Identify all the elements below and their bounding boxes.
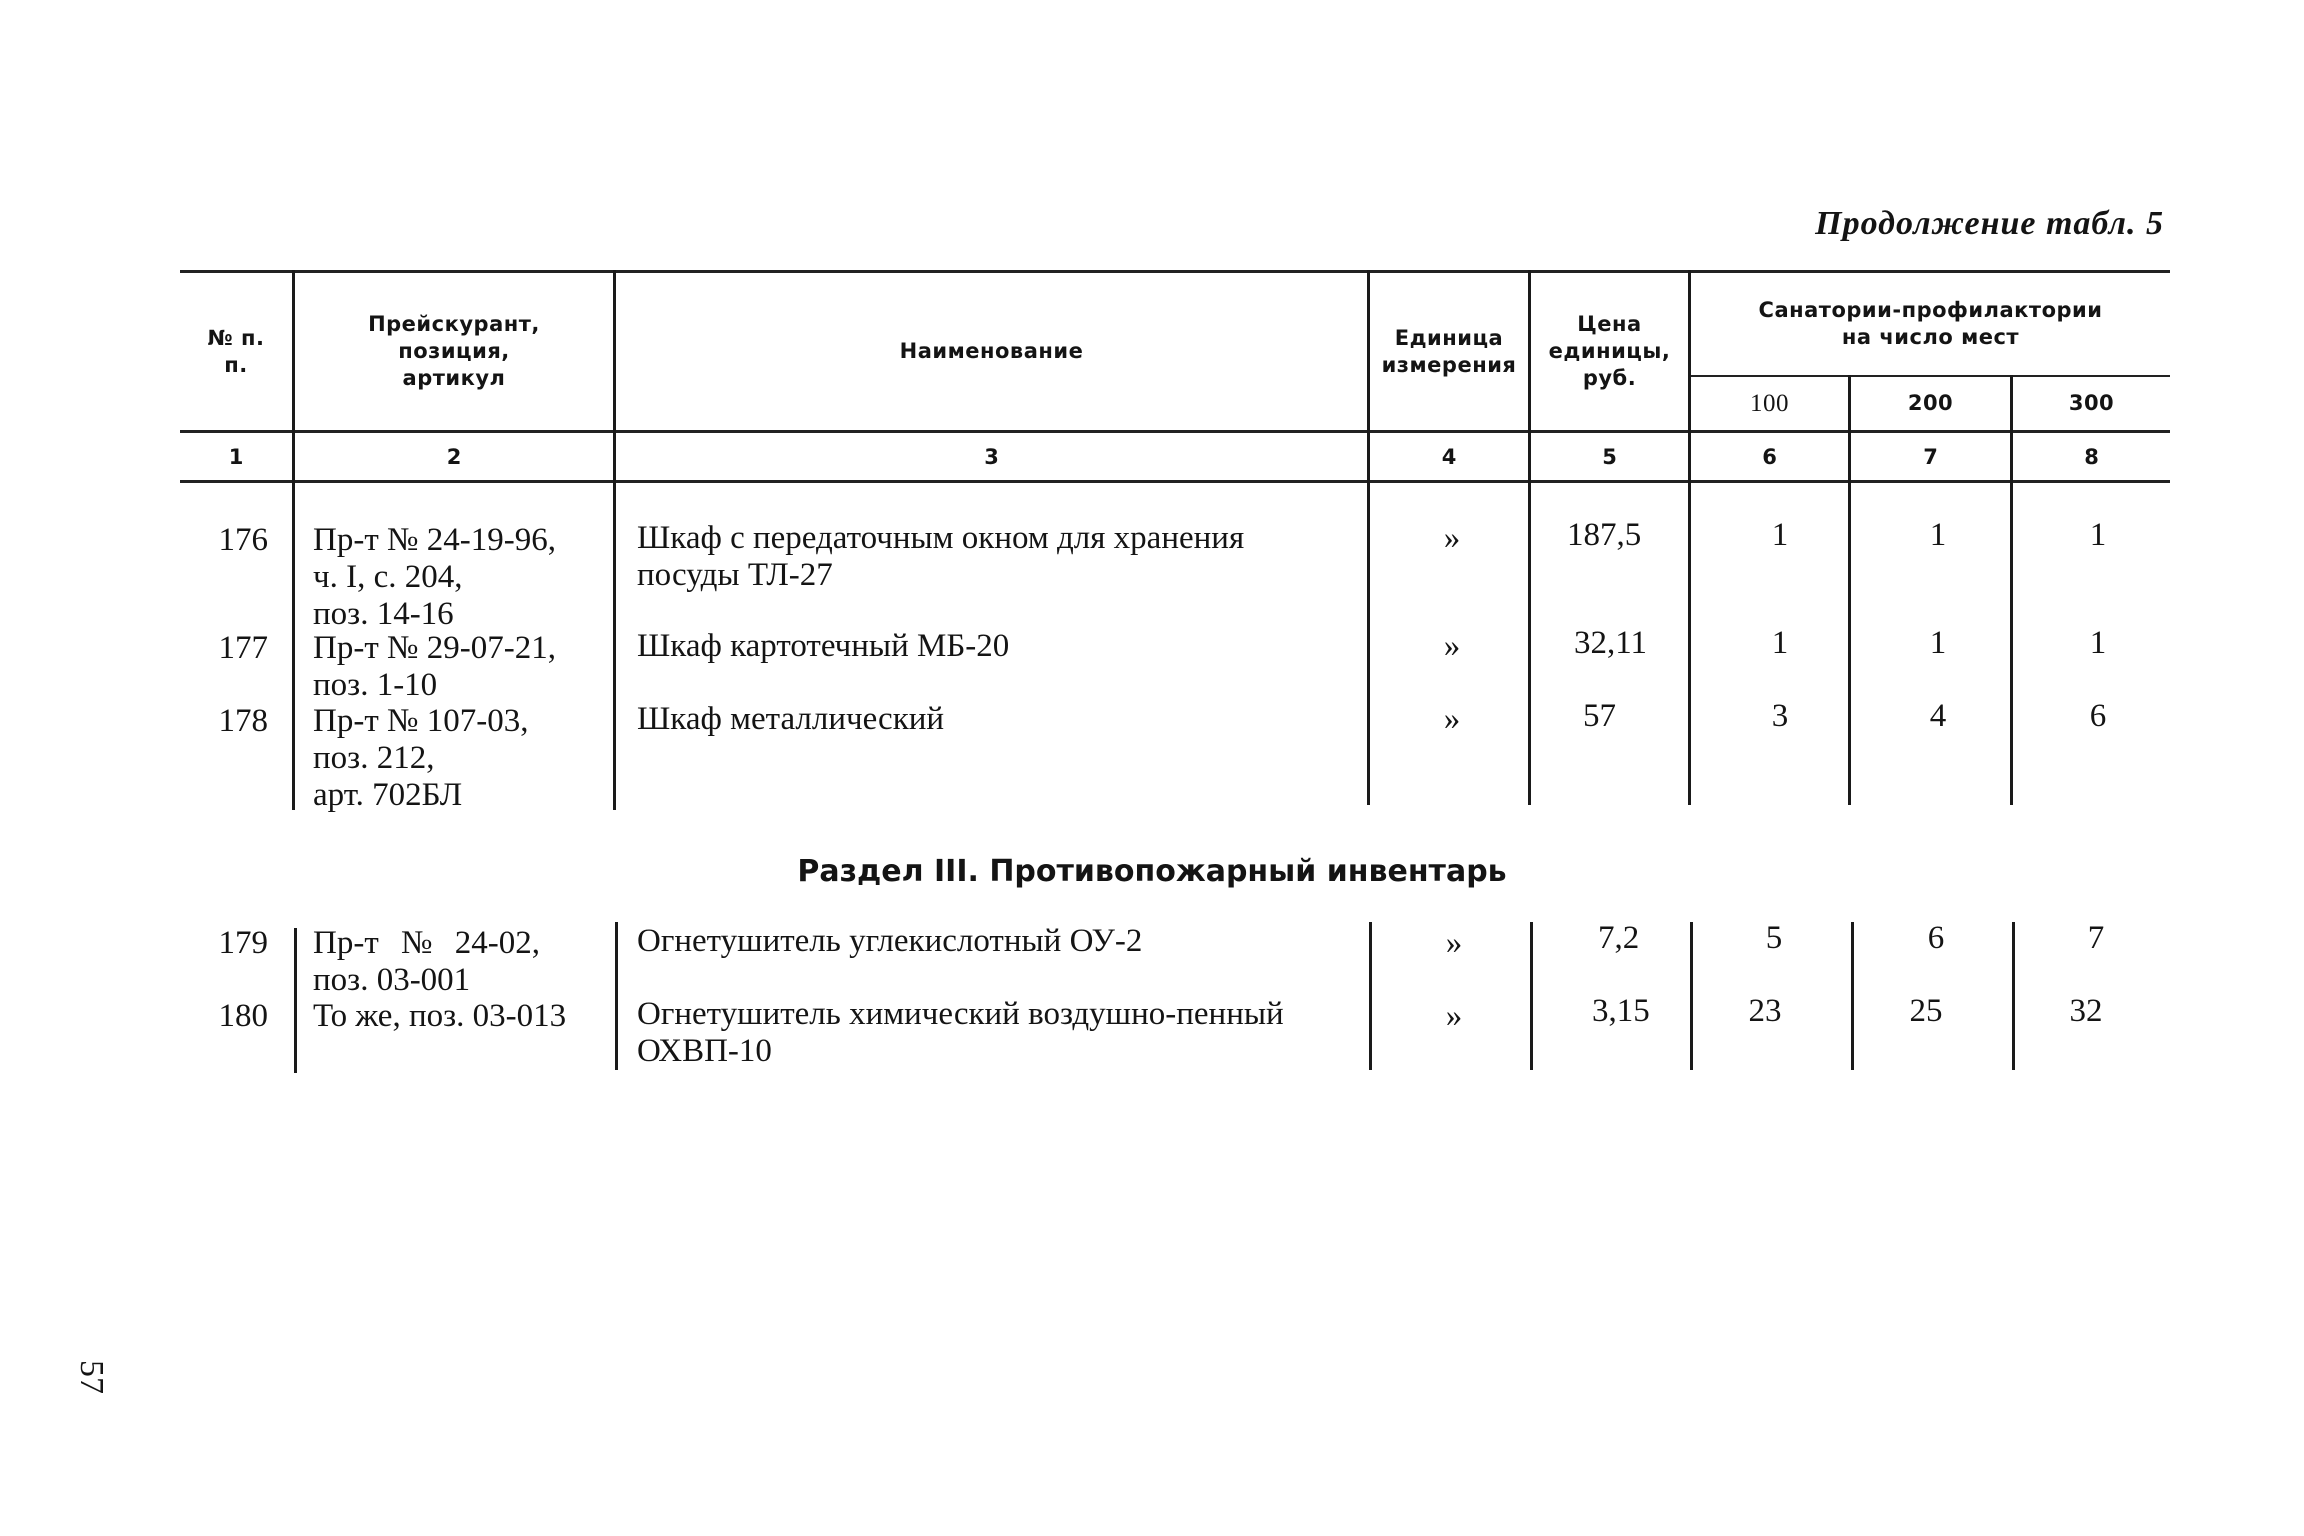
price-list-ref: Пр-т № 29-07-21, [313,630,556,666]
header-sanatoria: Санатории-профилактории на число мест [1758,298,2103,349]
qty-100: 5 [1765,920,1783,956]
item-name: ОХВП-10 [637,1033,772,1069]
body-divider [615,922,618,1070]
row-number: 177 [218,630,268,666]
item-name: Шкаф металлический [637,701,945,737]
body-divider [1528,483,1531,805]
body-divider [1851,922,1854,1070]
unit-value: » [1443,520,1461,556]
unit-value: » [1443,628,1461,664]
price-list-ref: ч. I, с. 204, [313,559,463,595]
qty-100: 1 [1771,517,1789,553]
price-list-ref: поз. 1-10 [313,667,438,703]
price-value: 32,11 [1574,625,1648,661]
item-name: посуды ТЛ-27 [637,557,833,593]
header-sub-300: 300 [2068,391,2115,415]
item-name: Огнетушитель углекислотный ОУ-2 [637,923,1143,959]
body-divider [1848,483,1851,805]
price-value: 7,2 [1598,920,1640,956]
unit-value: » [1443,701,1461,737]
row-number: 178 [218,703,268,739]
column-number: 4 [1441,444,1457,469]
body-divider [294,928,297,1073]
qty-100: 3 [1771,698,1789,734]
column-number: 5 [1602,444,1617,469]
header-no: № п. п. [207,325,265,377]
table-caption: Продолжение табл. 5 [1815,205,2164,242]
unit-value: » [1445,998,1463,1034]
header-unit: Единица измерения [1381,325,1517,377]
column-number: 6 [1762,444,1777,469]
price-list-ref: поз. 14-16 [313,596,454,632]
item-name: Огнетушитель химический воздушно-пенный [637,996,1284,1032]
body-divider [1688,483,1691,805]
column-number: 2 [446,444,462,469]
qty-200: 4 [1929,698,1947,734]
body-divider [1690,922,1693,1070]
header-sub-100: 100 [1750,390,1789,417]
section-title: Раздел III. Противопожарный инвентарь [797,854,1507,889]
header-sub-200: 200 [1907,391,1954,415]
price-value: 3,15 [1592,993,1650,1029]
header-name: Наименование [899,339,1084,363]
body-divider [292,483,295,810]
row-number: 176 [218,522,268,558]
qty-300: 32 [2069,993,2103,1029]
qty-200: 6 [1927,920,1945,956]
qty-100: 23 [1748,993,1782,1029]
price-value: 187,5 [1567,517,1642,553]
qty-300: 6 [2089,698,2107,734]
qty-200: 1 [1929,625,1947,661]
column-number: 3 [984,444,999,469]
page-number: 57 [73,1360,110,1394]
header-price: Цена единицы, руб. [1548,312,1671,390]
qty-200: 1 [1929,517,1947,553]
qty-300: 1 [2089,625,2107,661]
body-divider [2010,483,2013,805]
price-list-ref: поз. 212, [313,740,435,776]
qty-300: 1 [2089,517,2107,553]
price-list-ref: Пр-т № 24-02, [313,925,540,961]
column-number: 7 [1923,444,1938,469]
price-list-ref: поз. 03-001 [313,962,471,998]
qty-100: 1 [1771,625,1789,661]
price-list-ref: арт. 702БЛ [313,777,463,813]
price-value: 57 [1583,698,1616,734]
qty-200: 25 [1909,993,1943,1029]
column-number: 1 [228,444,244,469]
header-price-list: Прейскурант, позиция, артикул [368,312,540,390]
item-name: Шкаф картотечный МБ-20 [637,628,1010,664]
row-number: 179 [218,925,268,961]
body-divider [1530,922,1533,1070]
body-divider [613,483,616,810]
column-number: 8 [2084,444,2099,469]
rule-numbers-bottom [180,480,2170,483]
qty-300: 7 [2087,920,2105,956]
price-list-ref: Пр-т № 107-03, [313,703,529,739]
body-divider [2012,922,2015,1070]
item-name: Шкаф с передаточным окном для хранения [637,520,1245,556]
price-list-ref: Пр-т № 24-19-96, [313,522,556,558]
price-list-ref: То же, поз. 03-013 [313,998,567,1034]
row-number: 180 [218,998,268,1034]
body-divider [1369,922,1372,1070]
body-divider [1367,483,1370,805]
unit-value: » [1445,925,1463,961]
